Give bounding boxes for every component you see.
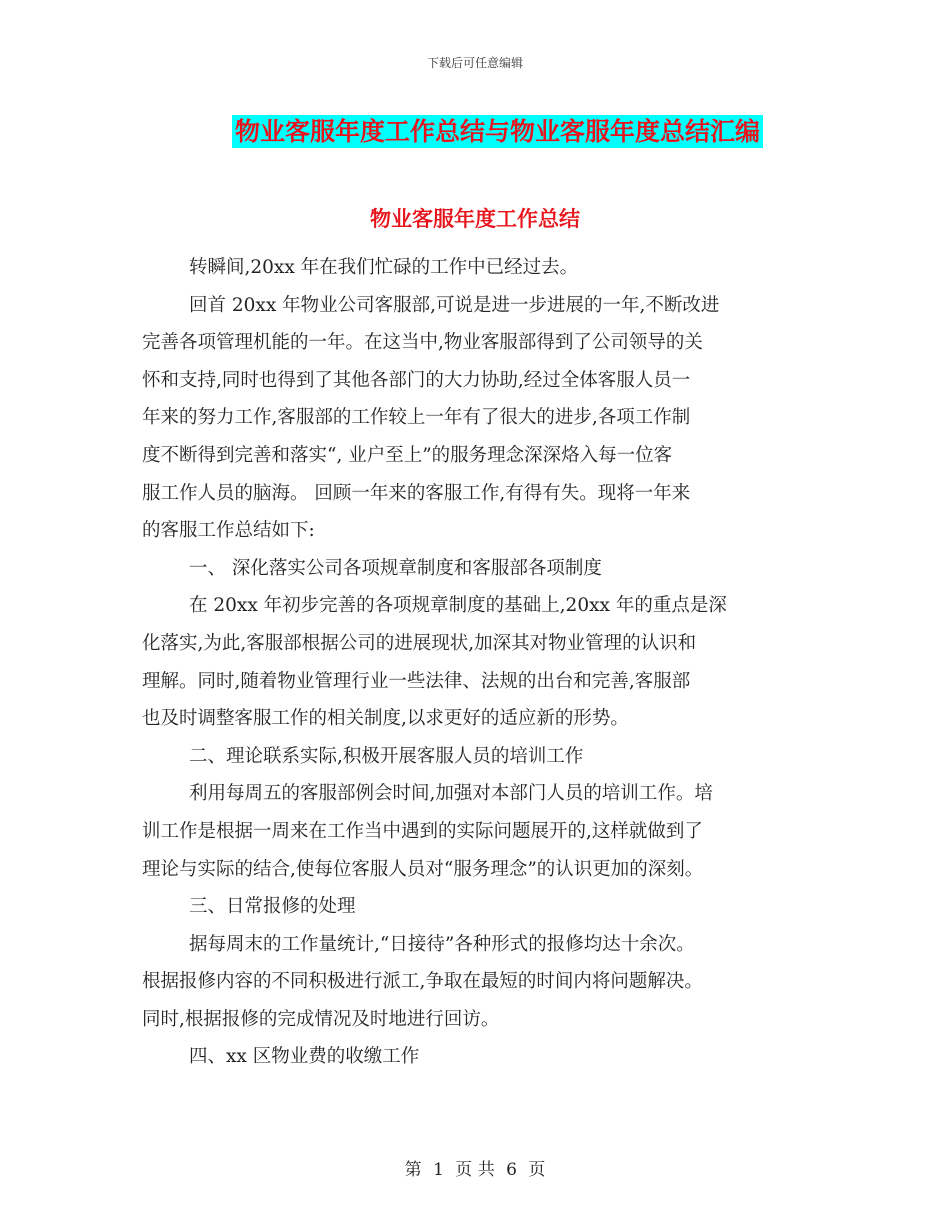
text-line: 年来的努力工作,客服部的工作较上一年有了很大的进步,各项工作制 (142, 407, 691, 429)
text-line: 化落实,为此,客服部根据公司的进展现状,加深其对物业管理的认识和 (142, 632, 697, 654)
text-line: 二、理论联系实际,积极开展客服人员的培训工作 (189, 745, 584, 767)
text-line: 也及时调整客服工作的相关制度,以求更好的适应新的形势。 (142, 708, 629, 730)
footer-page-label: 第 (404, 1160, 422, 1180)
text-line: 一、 深化落实公司各项规章制度和客服部各项制度 (189, 557, 602, 579)
text-line: 回首 20xx 年物业公司客服部,可说是进一步进展的一年,不断改进 (189, 294, 720, 316)
text-line: 据每周末的工作量统计,“日接待”各种形式的报修均达十余次。 (189, 933, 695, 955)
text-line: 四、xx 区物业费的收缴工作 (189, 1046, 420, 1068)
main-title-text: 物业客服年度工作总结与物业客服年度总结汇编 (232, 115, 763, 148)
footer-page-current: 1 (433, 1160, 444, 1180)
text-line: 完善各项管理机能的一年。在这当中,物业客服部得到了公司领导的关 (142, 332, 703, 354)
footer-page-end: 页 (528, 1160, 546, 1180)
text-line: 根据报修内容的不同积极进行派工,争取在最短的时间内将问题解决。 (142, 971, 703, 993)
text-line: 转瞬间,20xx 年在我们忙碌的工作中已经过去。 (189, 257, 579, 278)
text-line: 理解。同时,随着物业管理行业一些法律、法规的出台和完善,客服部 (142, 670, 691, 692)
text-line: 怀和支持,同时也得到了其他各部门的大力协助,经过全体客服人员一 (142, 369, 691, 391)
text-line: 训工作是根据一周来在工作当中遇到的实际问题展开的,这样就做到了 (142, 820, 703, 842)
text-line: 同时,根据报修的完成情况及时地进行回访。 (142, 1008, 500, 1030)
text-line: 在 20xx 年初步完善的各项规章制度的基础上,20xx 年的重点是深 (189, 595, 727, 617)
footer-page-mid: 页 共 (455, 1160, 495, 1180)
header-note: 下载后可任意编辑 (426, 56, 523, 70)
text-line: 服工作人员的脑海。 回顾一年来的客服工作,有得有失。现将一年来 (142, 482, 691, 504)
text-line: 理论与实际的结合,使每位客服人员对“服务理念”的认识更加的深刻。 (142, 858, 704, 880)
text-line: 的客服工作总结如下: (142, 520, 315, 542)
body-text (142, 249, 814, 1076)
text-line: 三、日常报修的处理 (189, 896, 356, 918)
main-title (0, 112, 950, 148)
page-footer (0, 1155, 950, 1180)
text-line: 利用每周五的客服部例会时间,加强对本部门人员的培训工作。培 (189, 783, 713, 805)
text-line: 度不断得到完善和落实“, 业户至上”的服务理念深深烙入每一位客 (142, 444, 673, 466)
section-title: 物业客服年度工作总结 (370, 207, 580, 231)
footer-page-total: 6 (506, 1160, 517, 1180)
